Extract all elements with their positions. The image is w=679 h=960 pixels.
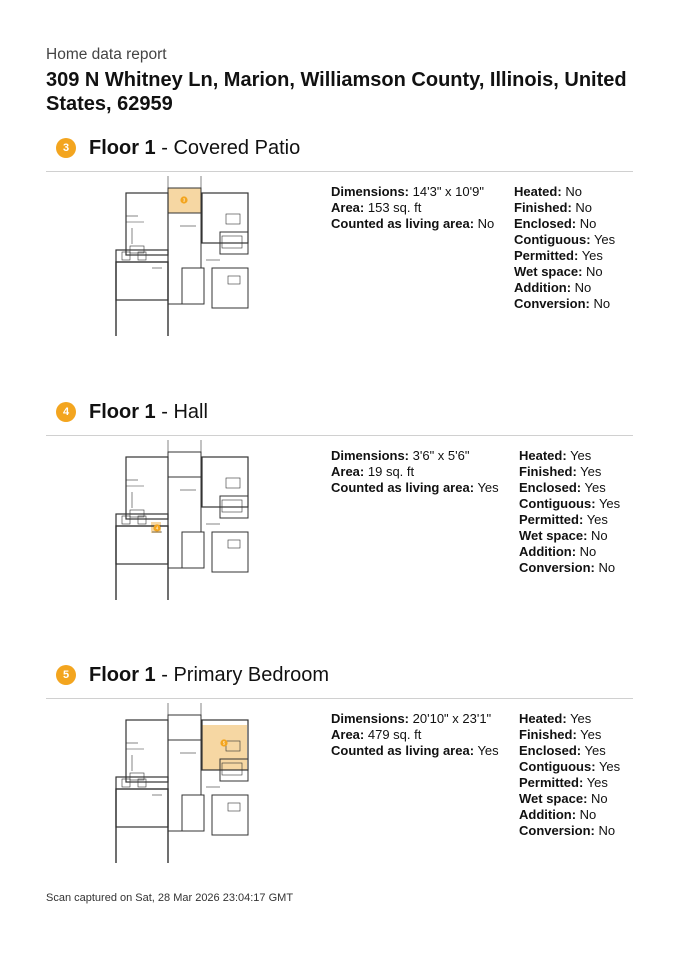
attribute-value: No	[575, 200, 593, 215]
attribute-label: Enclosed:	[514, 216, 577, 231]
attribute-label: Conversion:	[519, 823, 595, 838]
attribute-label: Addition:	[519, 807, 577, 822]
attribute-row	[514, 248, 615, 264]
scan-timestamp: Scan captured on Sat, 28 Mar 2026 23:04:17 GMT	[46, 892, 294, 904]
title-separator: -	[155, 400, 174, 423]
attribute-value: No	[579, 544, 597, 559]
attribute-value: No	[574, 280, 592, 295]
attribute-row	[514, 216, 615, 232]
attribute-label: Finished:	[514, 200, 572, 215]
area-value: 479 sq. ft	[367, 727, 422, 742]
section-header	[56, 136, 300, 160]
room-name: Primary Bedroom	[173, 663, 330, 686]
attribute-row	[519, 512, 620, 528]
attribute-value: Yes	[586, 512, 608, 527]
room-number-badge: 5	[56, 665, 76, 685]
area-row	[331, 464, 499, 480]
living-area-value: No	[477, 216, 495, 231]
attribute-label: Permitted:	[519, 775, 584, 790]
floor-name: Floor 1	[89, 400, 156, 423]
attribute-value: No	[591, 528, 608, 543]
room-name: Covered Patio	[173, 136, 301, 159]
attribute-row	[519, 480, 620, 496]
floor-name: Floor 1	[89, 136, 156, 159]
attribute-row	[514, 232, 615, 248]
room-section	[0, 663, 679, 913]
attribute-row	[519, 823, 620, 839]
room-number-badge: 4	[56, 402, 76, 422]
dimensions-label: Dimensions:	[331, 711, 410, 726]
section-divider	[46, 435, 633, 436]
room-details	[331, 448, 499, 496]
floor-name: Floor 1	[89, 663, 156, 686]
property-address: 309 N Whitney Ln, Marion, Williamson County, Illinois, United States, 62959	[46, 69, 627, 115]
room-details	[331, 184, 494, 232]
dimensions-value: 20'10" x 23'1"	[412, 711, 492, 726]
attribute-row	[519, 711, 620, 727]
dimensions-row	[331, 711, 499, 727]
section-title	[89, 137, 300, 160]
attribute-label: Contiguous:	[519, 496, 596, 511]
living-area-row	[331, 216, 494, 232]
attribute-row	[519, 807, 620, 823]
attribute-value: Yes	[584, 480, 606, 495]
attribute-label: Enclosed:	[519, 743, 582, 758]
section-divider	[46, 171, 633, 172]
attribute-label: Contiguous:	[519, 759, 596, 774]
attribute-row	[519, 544, 620, 560]
attribute-label: Finished:	[519, 727, 577, 742]
room-section	[0, 136, 679, 386]
attribute-value: No	[579, 807, 597, 822]
attribute-row	[514, 184, 615, 200]
attribute-row	[514, 280, 615, 296]
area-row	[331, 200, 494, 216]
attribute-label: Permitted:	[519, 512, 584, 527]
attribute-label: Permitted:	[514, 248, 579, 263]
attribute-row	[519, 464, 620, 480]
svg-text:3: 3	[182, 197, 186, 203]
dimensions-label: Dimensions:	[331, 184, 410, 199]
attribute-label: Wet space:	[514, 264, 583, 279]
svg-text:5: 5	[222, 740, 226, 746]
area-label: Area:	[331, 200, 365, 215]
attribute-row	[519, 791, 620, 807]
attribute-value: Yes	[584, 743, 606, 758]
living-area-row	[331, 743, 499, 759]
attribute-row	[519, 560, 620, 576]
attribute-value: Yes	[586, 775, 608, 790]
living-area-label: Counted as living area:	[331, 216, 475, 231]
section-header	[56, 663, 329, 687]
room-name: Hall	[173, 400, 208, 423]
report-label: Home data report	[46, 46, 167, 63]
dimensions-row	[331, 184, 494, 200]
attribute-value: Yes	[580, 727, 602, 742]
svg-text:4: 4	[155, 525, 159, 531]
living-area-value: Yes	[477, 743, 499, 758]
attribute-label: Finished:	[519, 464, 577, 479]
attribute-label: Wet space:	[519, 791, 588, 806]
attribute-row	[514, 264, 615, 280]
attribute-row	[519, 727, 620, 743]
attribute-label: Addition:	[519, 544, 577, 559]
title-separator: -	[155, 663, 174, 686]
room-attributes	[519, 448, 620, 576]
area-value: 153 sq. ft	[367, 200, 422, 215]
section-title	[89, 664, 329, 687]
room-attributes	[519, 711, 620, 839]
dimensions-value: 3'6" x 5'6"	[412, 448, 470, 463]
attribute-value: No	[565, 184, 582, 199]
attribute-label: Conversion:	[519, 560, 595, 575]
living-area-row	[331, 480, 499, 496]
attribute-value: No	[591, 791, 608, 806]
attribute-value: Yes	[593, 232, 616, 247]
attribute-value: Yes	[570, 711, 592, 726]
attribute-value: Yes	[598, 496, 621, 511]
attribute-label: Conversion:	[514, 296, 590, 311]
attribute-label: Heated:	[519, 448, 567, 463]
room-section	[0, 400, 679, 650]
living-area-label: Counted as living area:	[331, 743, 475, 758]
room-details	[331, 711, 499, 759]
attribute-row	[519, 759, 620, 775]
area-label: Area:	[331, 464, 365, 479]
attribute-row	[519, 496, 620, 512]
area-row	[331, 727, 499, 743]
attribute-value: Yes	[580, 464, 602, 479]
attribute-value: No	[598, 823, 616, 838]
attribute-label: Enclosed:	[519, 480, 582, 495]
attribute-label: Heated:	[519, 711, 567, 726]
floor-plan-thumbnail	[110, 703, 260, 863]
floor-plan-thumbnail	[110, 440, 260, 600]
attribute-label: Wet space:	[519, 528, 588, 543]
attribute-row	[519, 448, 620, 464]
dimensions-row	[331, 448, 499, 464]
attribute-value: Yes	[598, 759, 621, 774]
attribute-row	[519, 743, 620, 759]
floor-plan-thumbnail	[110, 176, 260, 336]
attribute-row	[514, 296, 615, 312]
living-area-label: Counted as living area:	[331, 480, 475, 495]
section-title	[89, 401, 208, 424]
attribute-row	[514, 200, 615, 216]
area-label: Area:	[331, 727, 365, 742]
living-area-value: Yes	[477, 480, 499, 495]
attribute-label: Contiguous:	[514, 232, 591, 247]
attribute-value: No	[598, 560, 616, 575]
attribute-value: Yes	[570, 448, 592, 463]
room-number-badge: 3	[56, 138, 76, 158]
attribute-row	[519, 528, 620, 544]
area-value: 19 sq. ft	[367, 464, 415, 479]
attribute-value: No	[579, 216, 597, 231]
section-divider	[46, 698, 633, 699]
title-separator: -	[155, 136, 174, 159]
section-header	[56, 400, 208, 424]
attribute-row	[519, 775, 620, 791]
dimensions-label: Dimensions:	[331, 448, 410, 463]
attribute-value: Yes	[581, 248, 603, 263]
attribute-value: No	[593, 296, 611, 311]
attribute-label: Heated:	[514, 184, 562, 199]
attribute-label: Addition:	[514, 280, 572, 295]
room-attributes	[514, 184, 615, 312]
dimensions-value: 14'3" x 10'9"	[412, 184, 484, 199]
attribute-value: No	[586, 264, 603, 279]
